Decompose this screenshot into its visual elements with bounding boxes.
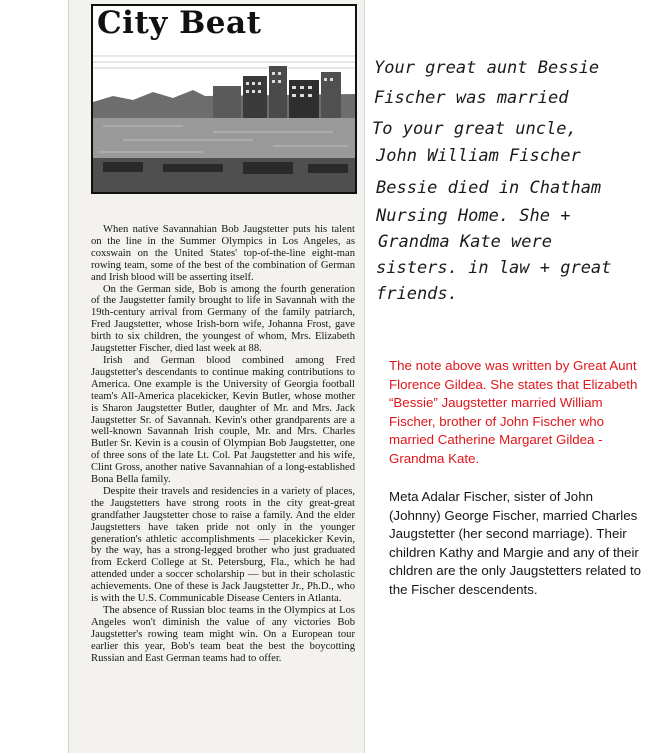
- red-annotation: The note above was written by Great Aunt Florence Gildea. She states that Elizabeth “Bessie” Jaugstetter married William Fischer, brother of John Fischer who married Catherine Margaret Gildea - Grandma Kate.: [389, 358, 638, 466]
- handwritten-line: Your great aunt Bessie: [374, 58, 600, 78]
- handwritten-note: [368, 42, 644, 312]
- article-text: [91, 224, 355, 665]
- masthead-title: City Beat: [97, 5, 262, 41]
- masthead-photo: [91, 4, 357, 194]
- handwritten-line: sisters. in law + great: [376, 258, 612, 278]
- handwritten-line: Fischer was married: [374, 88, 569, 108]
- article-paragraph: When native Savannahian Bob Jaugstetter puts his talent on the line in the Summer Olympics in Los Angeles, as coxswain on the United States' top-of-the-line eight-man rowing team, some of the best of the combination of German and Irish blood will be asserting itself.: [91, 224, 355, 283]
- black-annotation: Meta Adalar Fischer, sister of John (Johnny) George Fischer, married Charles Jaugstetter (her second marriage). Their children Kathy and Margie and any of their chldren are the only Jaugstetters related to the Fischer descendents.: [389, 489, 642, 597]
- handwritten-line: Grandma Kate were: [378, 232, 552, 252]
- handwritten-line: Bessie died in Chatham: [376, 178, 602, 198]
- handwritten-line: Nursing Home. She +: [376, 206, 571, 226]
- article-paragraph: The absence of Russian bloc teams in the Olympics at Los Angeles won't diminish the value of any victories Bob Jaugstetter's rowing team might win. On a European tour earlier this year, Bob's team beat the best the boycotting Russian and East German teams had to offer.: [91, 605, 355, 664]
- article-paragraph: Despite their travels and residencies in a variety of places, the Jaugstetters have strong roots in the city great-great grandfather Jaugstetter chose to raise a family. And the elder Jaugstetters have taken pride not only in the younger generation's athletic accomplishments — placekicker Kevin, by the way, has a strong-legged brother who just graduated from Eckerd College at St. Petersburg, Fla., which he had attended under a soccer scholarship — but in their scholastic achievements. One of these is Jack Jaugstetter Jr., Ph.D., who is with the U.S. Communicable Disease Centers in Atlanta.: [91, 485, 355, 605]
- newspaper-clipping: [68, 0, 365, 753]
- handwritten-line: To your great uncle,: [372, 119, 577, 139]
- article-paragraph: Irish and German blood combined among Fred Jaugstetter's descendants to continue making contributions to America. One example is the University of Georgia football team's All-America placekicker, Kevin Butler, whose mother is Sharon Jaugstetter Butler, daughter of Mr. and Mrs. Jack Jaugstetter Sr. of Savannah. Kevin's other grandparents are a well-known Savannah Irish couple, Mr. and Mrs. Charles Butler Sr. Kevin is a cousin of Olympian Bob Jaugstetter, one of three sons of the late Lt. Col. Pat Jaugstetter and his wife, Clint Gross, another native Savannahian of a long-established Bona Bella family.: [91, 354, 355, 486]
- handwritten-line: John William Fischer: [376, 146, 581, 166]
- handwritten-line: friends.: [376, 284, 458, 304]
- article-paragraph: On the German side, Bob is among the fourth generation of the Jaugstetter family brought to life in Savannah with the 19th-century arrival from Germany of the family patriarch, Fred Jaugstetter, whose Irish-born wife, Johanna Frost, gave birth to six children, the youngest of whom, Mrs. Elizabeth Jaugstetter Fischer, died last week at 88.: [91, 283, 355, 355]
